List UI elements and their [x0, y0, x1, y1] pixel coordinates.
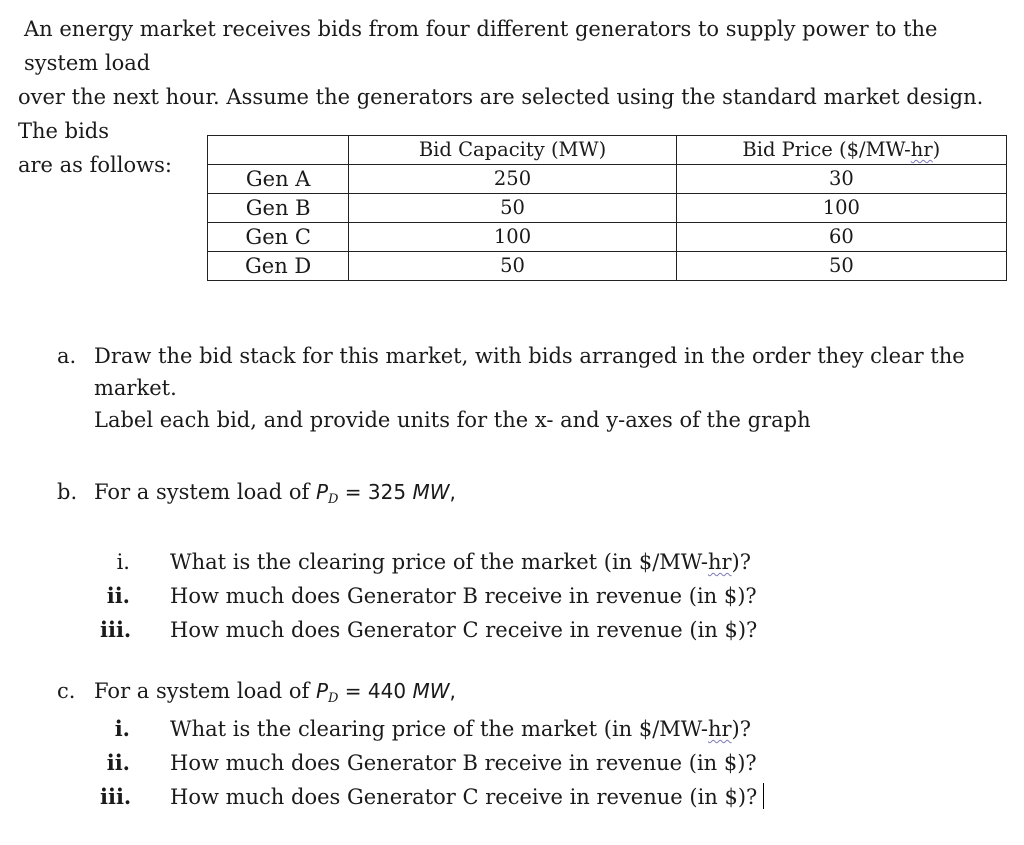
question-c-marker: c. — [57, 679, 76, 703]
gen-price: 100 — [676, 194, 1006, 223]
question-b-value: 325 — [367, 480, 413, 504]
item-text: How much does Generator C receive in revenue (in $)? — [170, 785, 758, 809]
item-text: How much does Generator B receive in revenue (in $)? — [170, 751, 757, 775]
question-a-marker: a. — [57, 344, 77, 368]
header-price-suffix: ) — [932, 138, 941, 161]
question-c-eq: = — [338, 679, 368, 703]
list-item — [100, 780, 764, 814]
table-row — [208, 165, 1007, 194]
text-cursor[interactable] — [763, 783, 764, 809]
question-b-var: P — [315, 480, 328, 504]
list-item — [100, 613, 757, 647]
question-c-prefix: For a system load of — [94, 679, 316, 703]
question-c-sub: D — [328, 691, 339, 706]
item-text: How much does Generator B receive in revenue (in $)? — [170, 584, 757, 608]
gen-price: 30 — [676, 165, 1006, 194]
header-price-hr: hr — [910, 138, 933, 161]
item-text-pre: What is the clearing price of the market (in $/MW- — [170, 550, 708, 574]
item-number: iii. — [100, 784, 132, 809]
table-header-row — [208, 136, 1007, 165]
list-item — [100, 579, 757, 613]
question-b-items — [100, 546, 757, 647]
question-c-suffix: , — [449, 679, 456, 703]
gen-price: 60 — [676, 223, 1006, 252]
bids-table — [207, 135, 1007, 281]
question-b-marker: b. — [57, 480, 78, 504]
question-a-text — [94, 340, 994, 436]
item-text-hr: hr — [707, 717, 732, 741]
gen-capacity: 50 — [349, 252, 676, 281]
question-b-prefix: For a system load of — [94, 480, 316, 504]
header-price-prefix: Bid Price ($/MW- — [742, 138, 911, 161]
question-a-line-1: Draw the bid stack for this market, with bids arranged in the order they clear the market. — [94, 344, 965, 400]
intro-line-3: are as follows: — [18, 153, 172, 177]
item-text-post: )? — [731, 550, 751, 574]
intro-line-1: An energy market receives bids from four different generators to supply power to the system load — [24, 17, 938, 75]
gen-capacity: 250 — [349, 165, 676, 194]
table-row — [208, 194, 1007, 223]
gen-name: Gen A — [208, 165, 349, 194]
question-c-items — [100, 712, 764, 814]
gen-capacity: 50 — [349, 194, 676, 223]
table-row — [208, 223, 1007, 252]
item-text: How much does Generator C receive in revenue (in $)? — [170, 618, 758, 642]
question-b-eq: = — [338, 480, 368, 504]
item-number: i. — [116, 550, 130, 574]
table-header-capacity: Bid Capacity (MW) — [349, 136, 676, 165]
list-item — [100, 546, 757, 579]
gen-capacity: 100 — [349, 223, 676, 252]
gen-name: Gen C — [208, 223, 349, 252]
item-text-post: )? — [731, 717, 751, 741]
list-item — [100, 712, 764, 746]
list-item — [100, 746, 764, 780]
gen-name: Gen B — [208, 194, 349, 223]
question-b-suffix: , — [449, 480, 456, 504]
item-text-pre: What is the clearing price of the market (in $/MW- — [170, 717, 708, 741]
question-c-var: P — [315, 679, 328, 703]
question-c-value: 440 — [367, 679, 413, 703]
question-b-unit: MW — [412, 480, 450, 504]
question-c — [57, 679, 456, 706]
table-row — [208, 252, 1007, 281]
item-text-hr: hr — [707, 550, 732, 574]
item-number: i. — [114, 716, 130, 741]
table-header-blank — [208, 136, 349, 165]
gen-price: 50 — [676, 252, 1006, 281]
item-number: iii. — [100, 617, 132, 642]
item-number: ii. — [106, 583, 130, 608]
question-b — [57, 480, 456, 507]
question-c-unit: MW — [412, 679, 450, 703]
gen-name: Gen D — [208, 252, 349, 281]
question-a-line-2: Label each bid, and provide units for the x- and y-axes of the graph — [94, 408, 811, 432]
question-b-sub: D — [328, 492, 339, 507]
question-a — [57, 340, 1017, 436]
intro-line-2: over the next hour. Assume the generators are selected using the standard market design. The bids — [18, 85, 984, 143]
item-number: ii. — [106, 750, 130, 775]
table-header-price — [676, 136, 1006, 165]
